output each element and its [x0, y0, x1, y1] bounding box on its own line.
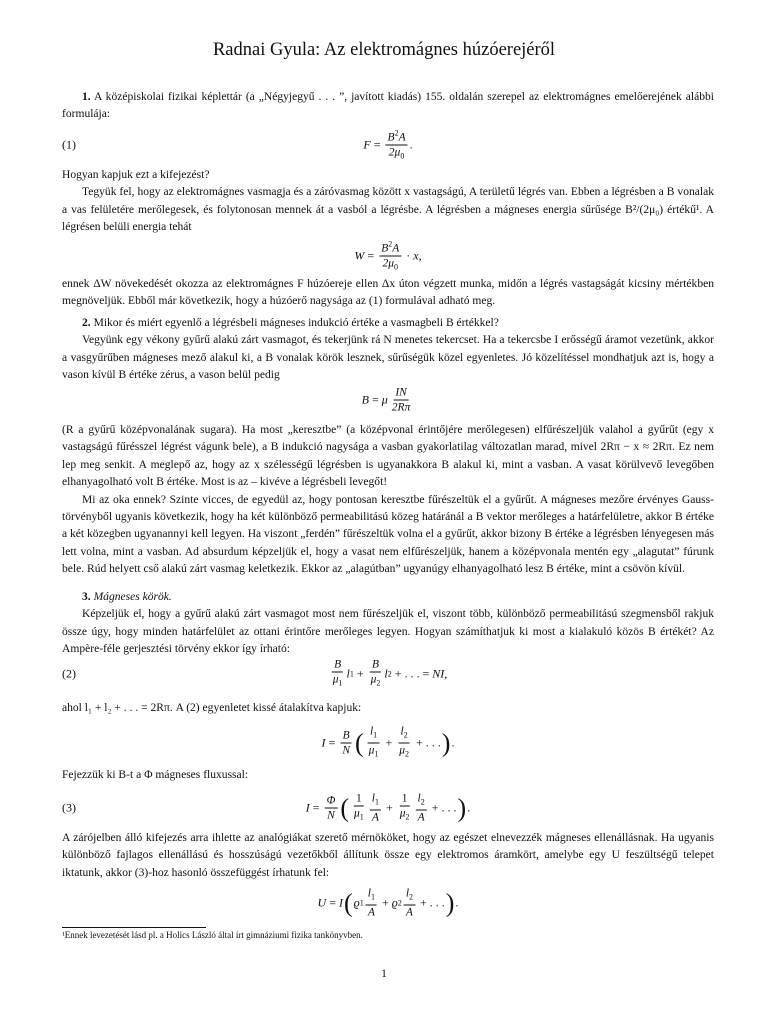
section-3-step-1 — [62, 700, 714, 717]
section-1-conclusion — [62, 276, 714, 311]
section-3-number: 3. — [82, 591, 91, 603]
equation-current — [62, 724, 714, 762]
equation-voltage-formula: U = I ( ϱ 1 $\frac{l_1}{A}$ + ϱ 2 $\frac{l_2}{A}$ + . . . ) . — [317, 887, 459, 919]
section-1-paragraph-2: Tegyük fel, hogy az elektromágnes vasmagja és a záróvasmag között x vastagságú, A területű légrés van. Ebben a légrésben a B vonalak a vas felületére merőlegesek, és folytonosan mennek át a vasból a légrésbe. A légrésben a mágneses energia sűrűsége B²/(2μ₀) értékű¹. A légrésen belüli energia tehát — [62, 186, 714, 234]
section-3-heading: Mágneses körök. — [93, 591, 172, 603]
section-3-paragraph-2: ahol l₁ + l₂ + . . . = 2Rπ. A (2) egyenletet kissé átalakítva kapjuk: — [62, 702, 362, 714]
section-1-paragraph-3: ennek ΔW növekedését okozza az elektromágnes F húzóereje ellen Δx úton végzett munka, midőn a légrés vastagságát kicsiny mértékben megnöveljük. Ebből már következik, hogy a húzóerő nagysága az (1) formulával adható meg. — [62, 278, 714, 308]
section-2 — [62, 315, 714, 385]
footnote-rule — [62, 927, 206, 928]
section-3-step-3 — [62, 830, 714, 882]
section-1-intro — [62, 89, 714, 124]
section-2-paragraph-2: (R a gyűrű középvonalának sugara). Ha most „keresztbe” (a középvonal érintőjére merőlegesen) elfűrészeljük valahol a gyűrűt (egy x vastagságú fűrésszel légrést vágunk bele), a B indukció nagysága a vasban gyakorlatilag változatlan marad, mivel 2Rπ − x ≈ 2Rπ. Ez nem lep meg senkit. A meglepő az, hogy az x szélességű légrésben is ugyanakkora B alakul ki, mint a vasban. A vasat körülvevő levegőben elhanyagolható volt B értéke. Most is az – kivéve a légrésbeli levegőt! — [62, 424, 714, 489]
section-2-body — [62, 422, 714, 579]
section-2-paragraph-1: Vegyünk egy vékony gyűrű alakú zárt vasmagot, és tekerjünk rá N menetes tekercset. Ha a tekercsbe I erősségű áramot vezetünk, akkor a vasgyűrűben mágneses mező alakul ki, a B vonalak körök lesznek, sűrűségük közel egyenletes. Jó közelítéssel mondhatjuk azt is, hogy a vason kívül B értéke zérus, a vason belül pedig — [62, 334, 714, 382]
equation-2-formula: $\frac{B}{\mu_1}$ l 1 + $\frac{B}{\mu_2}$ l 2 + . . . = NI , — [332, 658, 448, 688]
equation-2 — [62, 655, 714, 693]
equation-current-formula: I = $\frac{B}{N}$ ( $\frac{l_1}{\mu_1}$ + $\frac{l_2}{\mu_2}$ + . . . ) . — [321, 725, 455, 759]
equation-voltage — [62, 884, 714, 922]
section-2-heading: Mikor és miért egyenlő a légrésbeli mágneses indukció értéke a vasmagbeli B értékkel? — [93, 317, 499, 329]
equation-2-number: (2) — [62, 666, 76, 681]
section-3-step-2 — [62, 767, 714, 784]
section-1-question: Hogyan kapjuk ezt a kifejezést? — [62, 169, 210, 181]
paper-title: Radnai Gyula: Az elektromágnes húzóerejéről — [212, 40, 556, 60]
section-2-paragraph-3: Mi az oka ennek? Szinte vicces, de egyedül az, hogy pontosan keresztbe fűrészeltük el a gyűrűt. A mágneses mezőre érvényes Gauss-törvényből ugyanis következik, hogy ha két különböző permeabilitású közeg határánál a B vektor merőleges a határfelületre, akkor B értéke a két közegben ugyanannyi kell legyen. Ha viszont „ferdén” fűrészeltük volna el a gyűrűt, akkor bizony B értéke a légrésben lényegesen más lett volna, mint a vasban. Ad absurdum képzeljük el, hogy a vasat nem elfűrészeljük, hanem a középvonala mentén egy „alagutat” fúrunk bele. Rúd helyett cső alakú zárt vasmag keletkezik. Ekkor az „alagútban” ugyanúgy elhanyagolható lesz B értéke, mint a csövön kívül. — [62, 493, 714, 576]
section-2-number: 2. — [82, 317, 91, 329]
equation-1-formula: F = $\frac{B^2A}{2\mu_0}$ . — [363, 128, 413, 161]
section-3-paragraph-1: Képzeljük el, hogy a gyűrű alakú zárt vasmagot most nem fűrészeljük el, viszont több, különböző permeabilitású szegmensből rakjuk össze úgy, hogy minden határfelület az ottani érintőre merőleges legyen. Hogyan számíthatjuk ki most a kialakuló közös B értékét? Az Ampère-féle gerjesztési törvény ekkor így írható: — [62, 608, 714, 656]
section-1-body — [62, 167, 714, 237]
equation-energy-formula: W = $\frac{B^2A}{2\mu_0}$ · x , — [354, 239, 422, 272]
footnote: ¹Ennek levezetését lásd pl. a Holics László által írt gimnáziumi fizika tankönyvben. — [62, 930, 363, 940]
section-3 — [62, 589, 714, 659]
equation-3-number: (3) — [62, 800, 76, 815]
equation-3 — [62, 789, 714, 827]
equation-b-field-formula: B = μ $\frac{IN}{2R\pi}$ — [361, 386, 411, 414]
section-3-paragraph-4: A zárójelben álló kifejezés arra ihlette az analógiákat szerető mérnököket, hogy az egészet elnevezzék mágneses ellenállásnak. Ha ugyanis különböző fajlagos ellenállású és hosszúságú vezetőkből állítunk össze egy elektromos áramkört, amelybe egy U feszültségű telepet iktatunk, akkor (3)-hoz hasonló összefüggést írhatunk fel: — [62, 832, 714, 879]
equation-1-number: (1) — [62, 137, 76, 152]
equation-energy — [62, 237, 714, 275]
equation-3-formula: I = $\frac{\Phi}{N}$ ( $\frac{1}{\mu_1}$ $\frac{l_1}{A}$ + $\frac{1}{\mu_2}$ $\frac{l_2}{A}$ + . . . ) . — [305, 792, 471, 824]
section-1-paragraph-1: A középiskolai fizikai képlettár (a „Négyjegyű . . . ”, javított kiadás) 155. oldalán szerepel az elektromágnes emelőerejének alábbi formulája: — [62, 91, 714, 121]
equation-1 — [62, 126, 714, 164]
page-number: 1 — [381, 968, 387, 980]
section-3-paragraph-3: Fejezzük ki B-t a Φ mágneses fluxussal: — [62, 769, 249, 781]
section-1-number: 1. — [82, 91, 91, 103]
equation-b-field — [62, 381, 714, 419]
